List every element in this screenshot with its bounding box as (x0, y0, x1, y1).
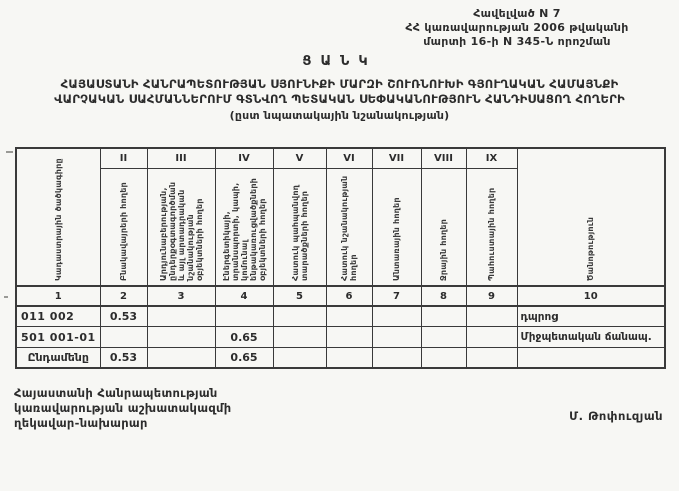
header-special-purpose-lands (326, 169, 372, 287)
column-number-5: 5 (273, 286, 326, 306)
value-cell (372, 327, 421, 348)
table-row (16, 327, 665, 348)
column-number-8: 8 (421, 286, 466, 306)
value-cell (372, 348, 421, 369)
forest-lands-label: Անտառային հողեր (392, 197, 401, 281)
value-cell (147, 348, 215, 369)
signatory-line-1: Հայաստանի Հանրապետության (14, 386, 218, 400)
value-cell (421, 306, 466, 327)
column-number-1: 1 (16, 286, 100, 306)
industrial-lands-label: Արդյունաբերության, ընդերքօգտագործման և այլ արտադրական նշանակության օբյեկտների հողեր (158, 181, 204, 281)
signatory-title-block (14, 386, 231, 431)
note-cell: Միջպետական ճանապ. (517, 327, 665, 348)
header-note (517, 148, 665, 286)
column-number-9: 9 (466, 286, 517, 306)
header-reserve-lands (466, 169, 517, 287)
value-cell: 0.53 (100, 306, 147, 327)
header-industrial-lands (147, 169, 215, 287)
reserve-lands-label: Պահուստային հողեր (487, 187, 496, 281)
annex-number: Հավելված N 7 (473, 7, 561, 20)
signatory-line-3: ղեկավար-նախարար (14, 416, 148, 430)
water-lands-label: Ջրային հողեր (439, 219, 448, 281)
title-line-2: ՎԱՐՉԱԿԱՆ ՍԱՀՄԱՆՆԵՐՈՒՄ ԳՏՆՎՈՂ ՊԵՏԱԿԱՆ ՍԵՓԱԿԱՆՈՒԹՅՈՒՆ ՀԱՆԴԻՍԱՑՈՂ ՀՈՂԵՐԻ (54, 92, 625, 106)
header-protected-areas-lands (273, 169, 326, 287)
state-lands-table (15, 147, 666, 369)
header-energy-transport-lands (215, 169, 273, 287)
cadastral-code-label: Կադաստրային ծածկագիրը (53, 158, 63, 281)
value-cell (372, 306, 421, 327)
roman-numeral-VIII: VIII (421, 148, 466, 169)
value-cell (421, 327, 466, 348)
value-cell (100, 327, 147, 348)
total-label: Ընդամենը (16, 348, 100, 369)
annex-reference-block (367, 7, 667, 49)
government-decree-line: ՀՀ կառավարության 2006 թվականի (405, 21, 629, 34)
value-cell (466, 348, 517, 369)
header-forest-lands (372, 169, 421, 287)
scan-artifact (6, 151, 13, 153)
value-cell (326, 348, 372, 369)
signatory-line-2: կառավարության աշխատակազմի (14, 401, 232, 415)
note-cell: դպրոց (517, 306, 665, 327)
roman-numeral-VI: VI (326, 148, 372, 169)
value-cell (326, 306, 372, 327)
value-cell: 0.53 (100, 348, 147, 369)
value-cell (147, 327, 215, 348)
roman-numeral-IX: IX (466, 148, 517, 169)
roman-numeral-IV: IV (215, 148, 273, 169)
value-cell: 0.65 (215, 327, 273, 348)
value-cell (147, 306, 215, 327)
cadastral-code-cell: 011 002 (16, 306, 100, 327)
header-water-lands (421, 169, 466, 287)
header-settlement-lands (100, 169, 147, 287)
value-cell (273, 306, 326, 327)
column-number-7: 7 (372, 286, 421, 306)
column-number-2: 2 (100, 286, 147, 306)
roman-numeral-VII: VII (372, 148, 421, 169)
scan-artifact (4, 296, 8, 298)
value-cell (466, 327, 517, 348)
value-cell (421, 348, 466, 369)
column-number-row (16, 286, 665, 306)
document-heading: ՑԱՆԿ (302, 54, 377, 69)
roman-numeral-II: II (100, 148, 147, 169)
roman-numeral-III: III (147, 148, 215, 169)
value-cell (273, 348, 326, 369)
title-line-1: ՀԱՅԱՍՏԱՆԻ ՀԱՆՐԱՊԵՏՈՒԹՅԱՆ ՍՅՈՒՆԻՔԻ ՄԱՐԶԻ ՇՈՒՌՆՈՒԽԻ ԳՅՈՒՂԱԿԱՆ ՀԱՄԱՅՆՔԻ (60, 77, 619, 91)
energy-transport-lands-label: Էներգետիկայի, տրանսպորտի, կապի, կոմունալ ենթակառուցվածքների օբյեկտների հողեր (221, 177, 267, 281)
protected-areas-lands-label: Հատուկ պահպանվող տարածքների հողեր (290, 184, 309, 281)
document-title-block (0, 54, 679, 122)
column-number-10: 10 (517, 286, 665, 306)
roman-numeral-row (16, 148, 665, 169)
decree-date-number: մարտի 16-ի N 345-Ն որոշման (423, 35, 611, 48)
value-cell: 0.65 (215, 348, 273, 369)
special-purpose-lands-label: Հատուկ նշանակության հողեր (340, 175, 358, 281)
roman-numeral-V: V (273, 148, 326, 169)
title-subtitle: (ըստ նպատակային նշանակության) (229, 109, 450, 122)
table-row (16, 306, 665, 327)
value-cell (326, 327, 372, 348)
settlement-lands-label: Բնակավայրերի հողեր (119, 182, 128, 281)
column-number-4: 4 (215, 286, 273, 306)
value-cell (273, 327, 326, 348)
value-cell (215, 306, 273, 327)
column-number-3: 3 (147, 286, 215, 306)
column-number-6: 6 (326, 286, 372, 306)
signature-name: Մ. Թոփուզյան (569, 409, 663, 423)
note-cell (517, 348, 665, 369)
cadastral-code-cell: 501 001-01 (16, 327, 100, 348)
value-cell (466, 306, 517, 327)
header-cadastral-code (16, 148, 100, 286)
total-row (16, 348, 665, 369)
note-column-label: Ծանոթություն (586, 216, 596, 281)
